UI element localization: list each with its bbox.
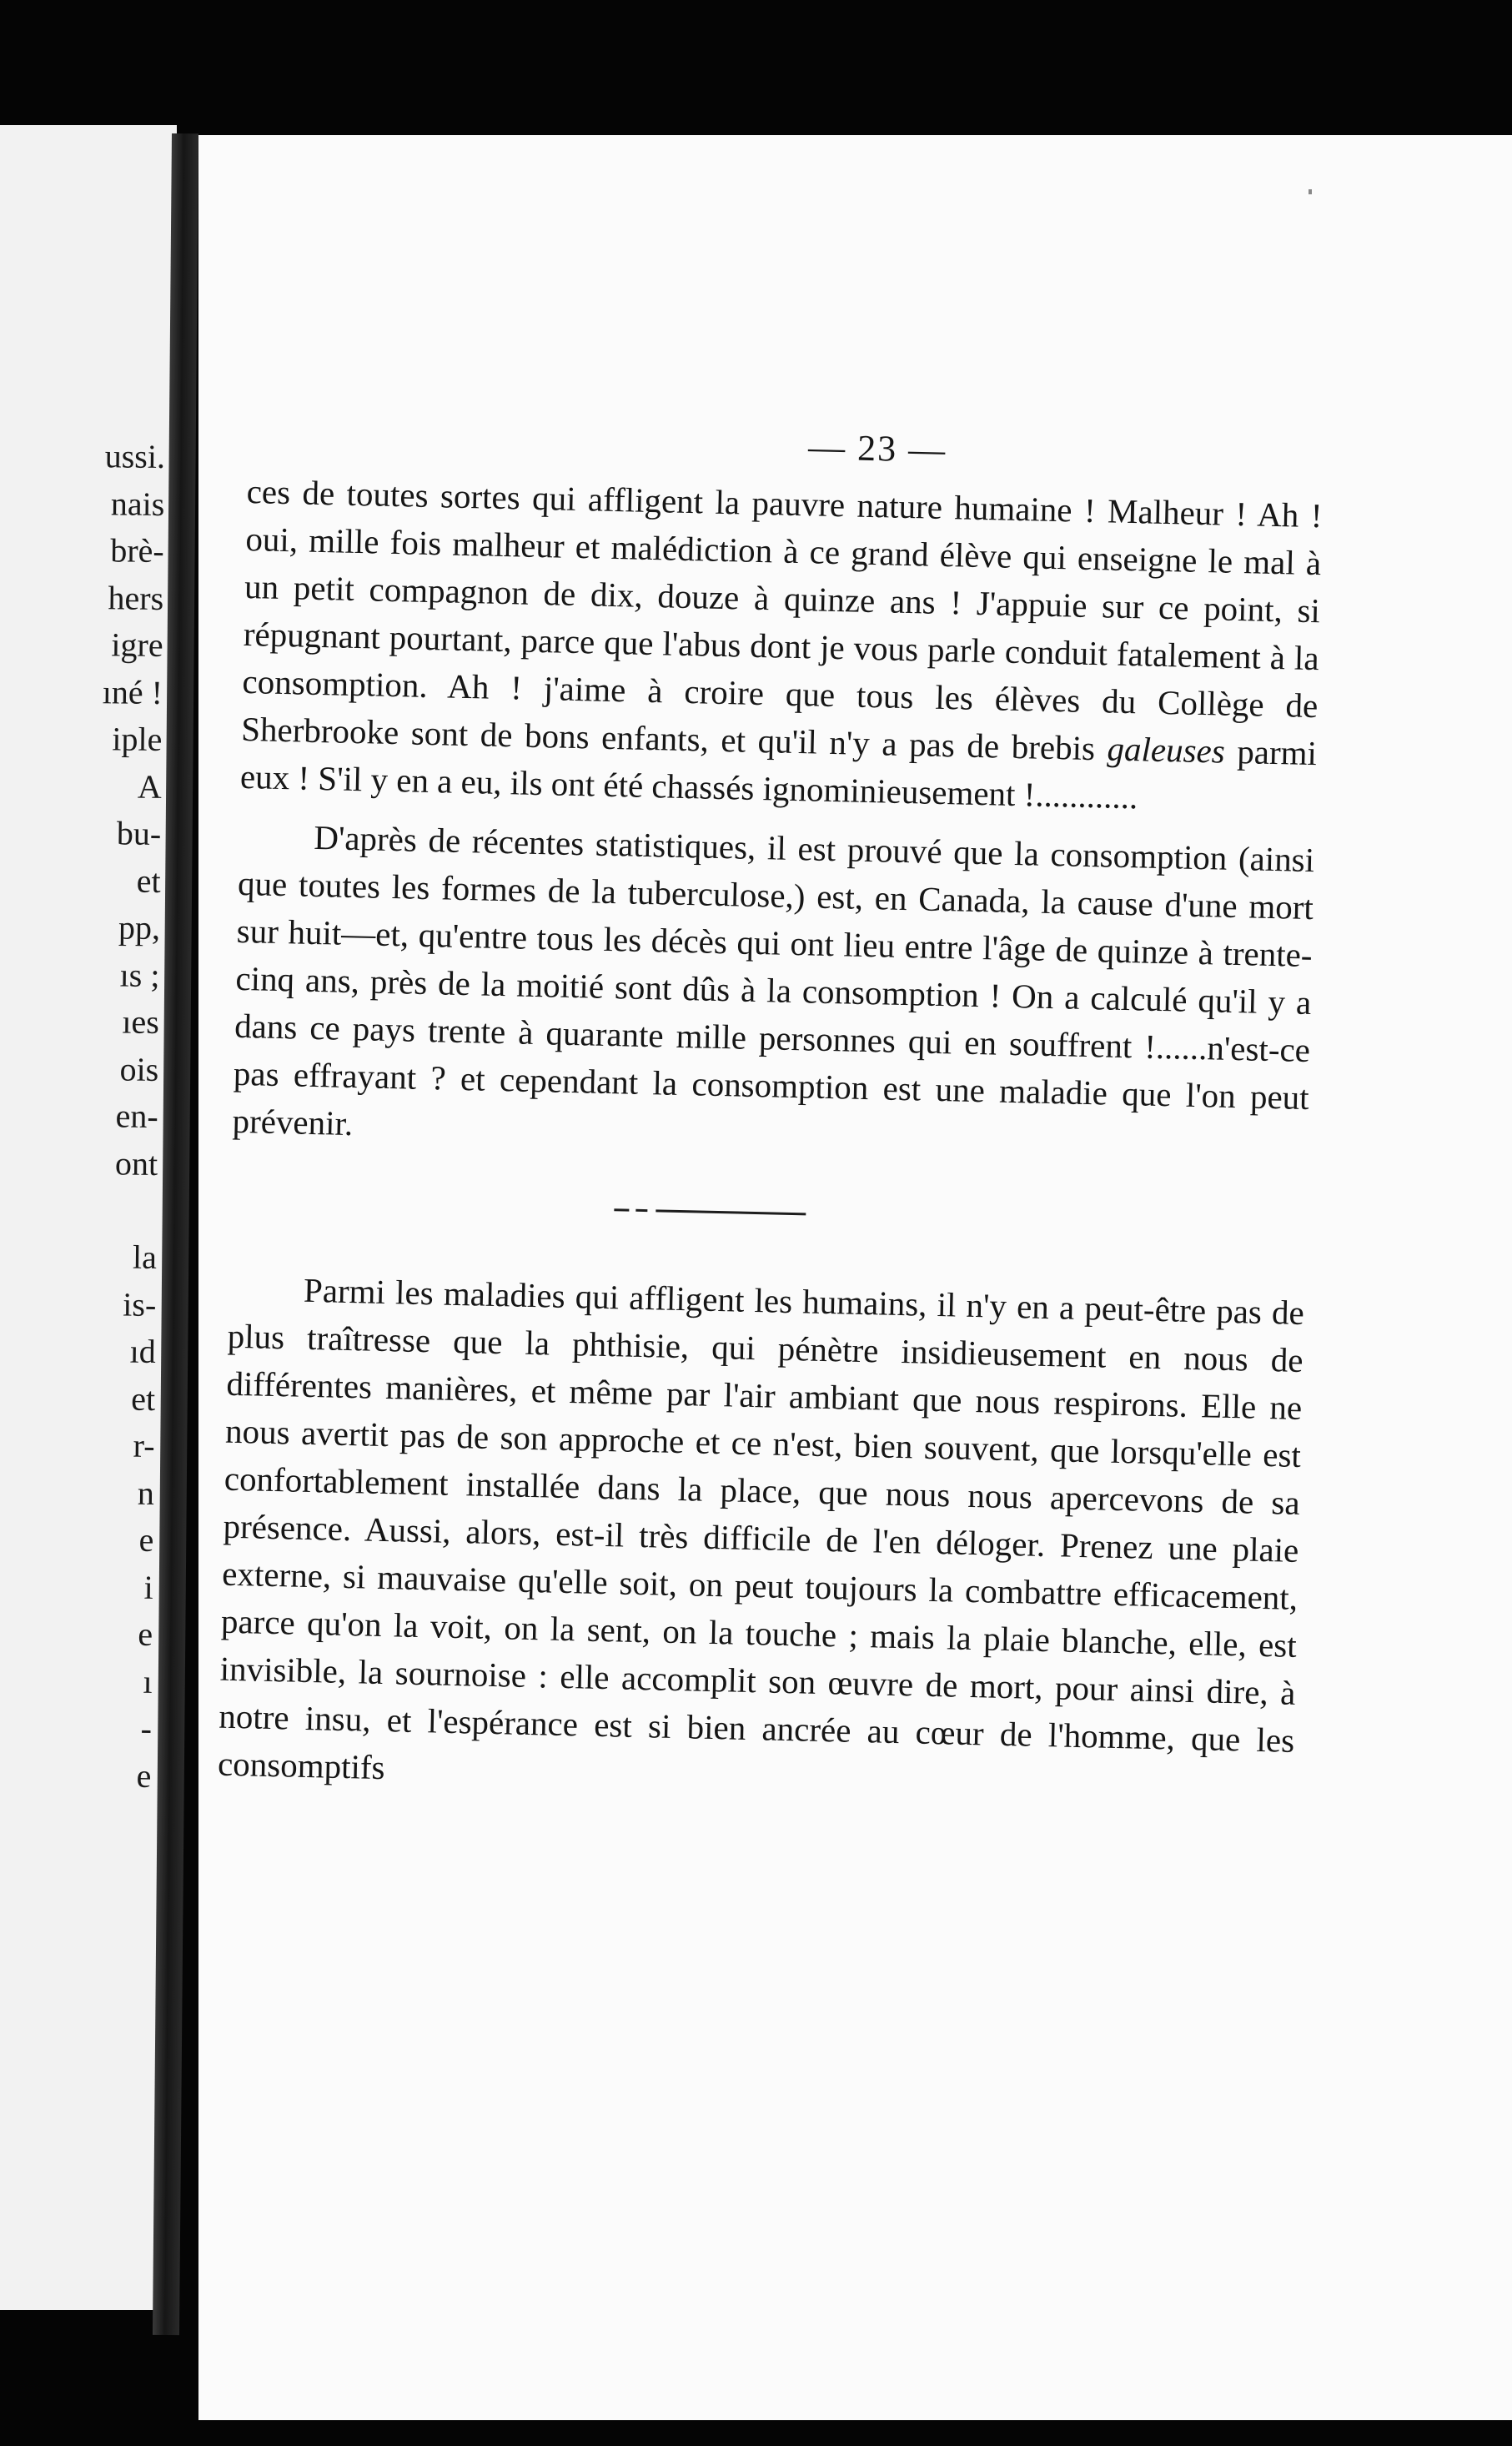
left-page-fragment: et [136, 861, 161, 900]
left-page-fragment: e [137, 1615, 153, 1653]
paper-speck [1309, 189, 1312, 194]
paragraph1-text-start: ces de toutes sortes qui affligent la pauvre nature humaine ! Malheur ! Ah ! oui, mille fois malheur et malédiction à ce grand élève qui enseigne le mal à un petit compagnon de dix, douze à quinze ans ! J'appuie sur ce point, si répugnant pourtant, parce que l'abus dont je vous parle conduit fatalement à la consomption. Ah ! j'aime à croire que tous les élèves du Collège de Sherbrooke sont de bons enfants, et qu'il n'y a pas de brebis [240, 471, 1323, 768]
left-facing-page [0, 125, 177, 2310]
paragraph-continued [239, 468, 1323, 825]
paragraph1-italic-word: galeuses [1107, 729, 1226, 771]
left-page-fragment: brè- [109, 531, 164, 570]
left-page-fragment: ıs ; [119, 955, 160, 994]
left-page-fragment: - [140, 1709, 152, 1747]
main-page [198, 135, 1512, 2420]
left-page-fragment: e [138, 1520, 154, 1559]
left-page-text-fragments [91, 433, 165, 1800]
left-page-fragment: r- [133, 1426, 155, 1464]
left-page-fragment: i [143, 1568, 153, 1606]
left-page-fragment: ıes [121, 1002, 159, 1041]
left-page-fragment: A [137, 767, 162, 806]
left-page-fragment: is- [122, 1285, 157, 1323]
paragraph-statistics: D'après de récentes statistiques, il est prouvé que la consomption (ainsi que toutes les formes de la tuberculose,) est, en Canada, la cause d'une mort sur huit—et, qu'entre tous les décès qui ont lieu entre l'âge de quinze à trente-cinq ans, près de la moitié sont dûs à la consomption ! On a calculé qu'il y a dans ce pays trente à quarante mille personnes qui en souffrent !......n'est-ce pas effrayant ? et cependant la consomption est une maladie que l'on peut prévenir. [232, 817, 1315, 1143]
left-page-fragment: ıné ! [102, 672, 163, 711]
left-page-fragment: iple [111, 720, 163, 758]
left-page-fragment [97, 1187, 158, 1234]
left-page-fragment: e [136, 1756, 152, 1795]
left-page-fragment: la [132, 1238, 157, 1276]
left-page-fragment: igre [110, 625, 163, 664]
left-page-fragment: pp, [118, 908, 161, 947]
left-page-fragment: ıd [129, 1332, 156, 1370]
left-page-fragment: ois [119, 1049, 159, 1088]
left-page-fragment: bu- [116, 814, 162, 852]
page-text-block [218, 410, 1324, 1812]
left-page-fragment: en- [115, 1097, 158, 1135]
left-page-fragment: et [130, 1379, 156, 1418]
left-page-fragment: ussi. [104, 437, 165, 475]
paragraph1-text-end: parmi eux ! S'il y en a eu, ils ont été chassés ignominieusement !............ [239, 731, 1318, 816]
left-page-fragment: nais [110, 484, 165, 523]
paragraph-phthisie: Parmi les maladies qui affligent les humains, il n'y en a peut-être pas de plus traîtresse que la phthisie, qui pénètre insidieusement en nous de différentes manières, et même par l'air ambiant que nous respirons. Elle ne nous avertit pas de son approche et ce n'est, bien souvent, que lorsqu'elle est confortablement installée dans la place, que nous nous apercevons de sa présence. Aussi, alors, est-il très difficile de l'en déloger. Prenez une plaie externe, si mauvaise qu'elle soit, on peut toujours la combattre efficacement, parce qu'on la voit, on la sent, on la touche ; mais la plaie blanche, elle, est invisible, la sournoise : elle accomplit son œuvre de mort, pour ainsi dire, à notre insu, et l'espérance est si bien ancrée au cœur de l'homme, que les consomptifs [217, 1270, 1305, 1787]
section-separator-rule [230, 1160, 1308, 1259]
left-page-fragment: ont [114, 1143, 158, 1183]
left-page-fragment: ı [142, 1662, 153, 1700]
page-number: — 23 — [807, 426, 947, 470]
left-page-fragment: n [137, 1474, 154, 1512]
left-page-fragment: hers [108, 578, 164, 617]
